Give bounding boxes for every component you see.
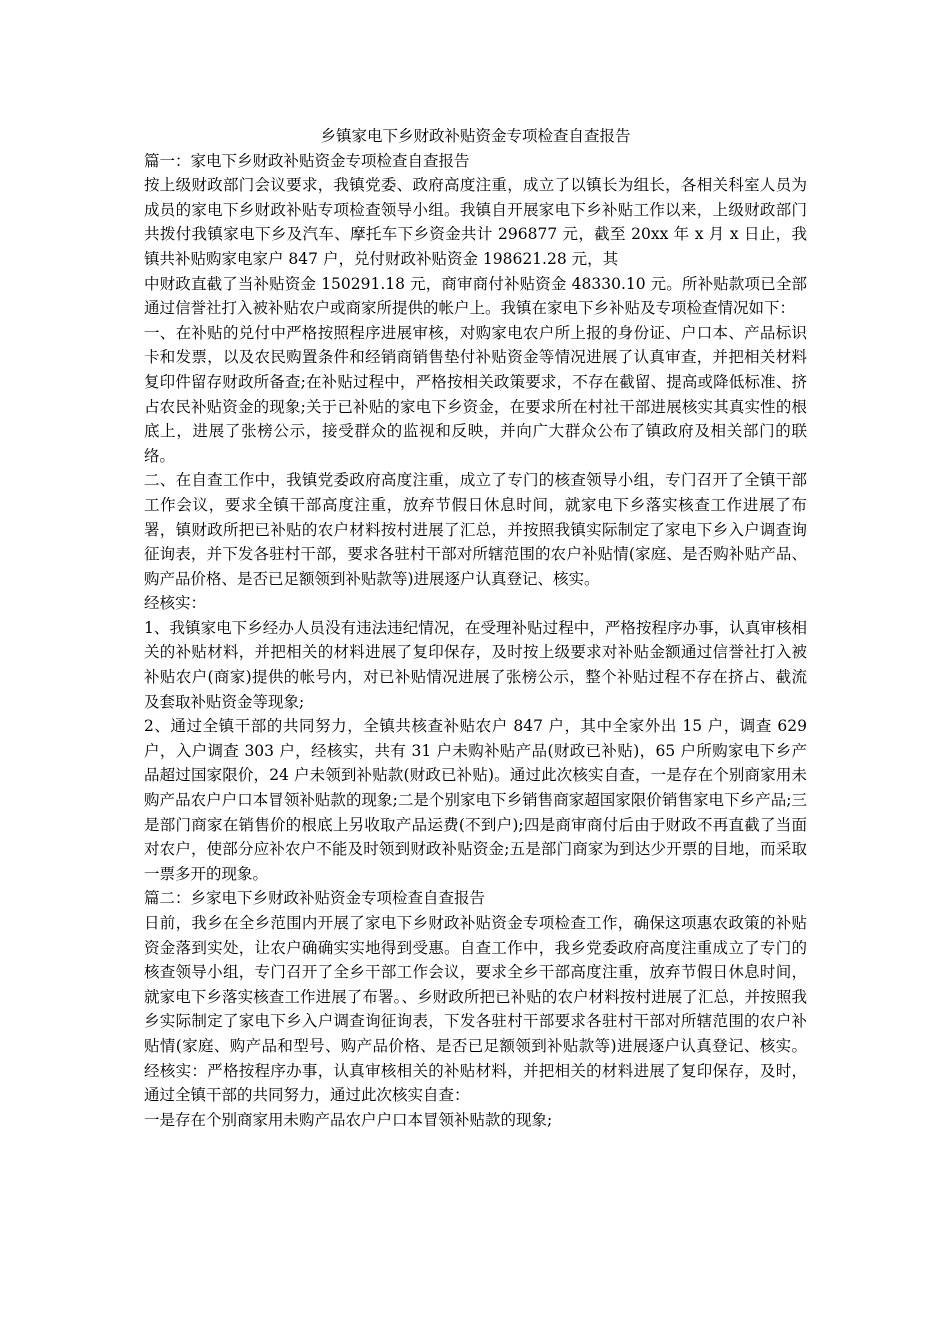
document-body [144,124,807,1132]
section-heading-part-one: 篇一：家电下乡财政补贴资金专项检查自查报告 [144,151,470,170]
document-title: 乡镇家电下乡财政补贴资金专项检查自查报告 [320,127,631,145]
paragraph-finding-one: 1、我镇家电下乡经办人员没有违法违纪情况，在受理补贴过程中，严格按程序办事，认真审核相关的补贴材料，并把相关的材料进展了复印保存，及时按上级要求对补贴金额通过信誉社打入被补贴农户(商家)提供的帐号内，对已补贴情况进展了张榜公示，整个补贴过程不存在挤占、截流及套取补贴资金等现象; [144,618,807,711]
paragraph-funds: 中财政直截了当补贴资金 150291.18 元，商审商付补贴资金 48330.10 元。所补贴款项已全部通过信誉社打入被补贴农户或商家所提供的帐户上。我镇在家电下乡补贴及专项检查情况如下： [144,274,807,318]
paragraph-part-two-finding: 一是存在个别商家用未购产品农户户口本冒领补贴款的现象; [144,1110,553,1129]
paragraph-point-two: 二、在自查工作中，我镇党委政府高度注重，成立了专门的核查领导小组，专门召开了全镇干部工作会议，要求全镇干部高度注重，放弃节假日休息时间，就家电下乡落实核查工作进展了布署，镇财政所把已补贴的农户材料按村进展了汇总，并按照我镇实际制定了家电下乡入户调查询征询表，并下发各驻村干部，要求各驻村干部对所辖范围的农户补贴情(家庭、是否购补贴产品、购产品价格、是否已足额领到补贴款等)进展逐户认真登记、核实。 [144,471,807,588]
paragraph-point-one: 一、在补贴的兑付中严格按照程序进展审核，对购家电农户所上报的身份证、户口本、产品标识卡和发票，以及农民购置条件和经销商销售垫付补贴资金等情况进展了认真审查，并把相关材料复印件留存财政所备查;在补贴过程中，严格按相关政策要求，不存在截留、提高或降低标准、挤占农民补贴资金的现象;关于已补贴的家电下乡资金，在要求所在村社干部进展核实其真实性的根底上，进展了张榜公示，接受群众的监视和反映，并向广大群众公布了镇政府及相关部门的联络。 [144,323,807,465]
paragraph-intro: 按上级财政部门会议要求，我镇党委、政府高度注重，成立了以镇长为组长，各相关科室人员为成员的家电下乡财政补贴专项检查领导小组。我镇自开展家电下乡补贴工作以来，上级财政部门共拨付我镇家电下乡及汽车、摩托车下乡资金共计 296877 元，截至 20xx 年 x 月 x 日止，我镇共补贴购家电家户 847 户，兑付财政补贴资金 198621.28 元，其 [144,176,807,268]
paragraph-part-two-body: 日前，我乡在全乡范围内开展了家电下乡财政补贴资金专项检查工作，确保这项惠农政策的补贴资金落到实处，让农户确确实实地得到受惠。自查工作中，我乡党委政府高度注重成立了专门的核查领导小组，专门召开了全乡干部工作会议，要求全乡干部高度注重，放弃节假日休息时间，就家电下乡落实核查工作进展了布署。、乡财政所把已补贴的农户材料按村进展了汇总，并按照我乡实际制定了家电下乡入户调查询征询表，下发各驻村干部要求各驻村干部对所辖范围的农户补贴情(家庭、购产品和型号、购产品价格、是否已足额领到补贴款等)进展逐户认真登记、核实。经核实：严格按程序办事，认真审核相关的补贴材料，并把相关的材料进展了复印保存，及时，通过全镇干部的共同努力，通过此次核实自查： [144,914,807,1105]
paragraph-verification-label: 经核实： [144,594,207,613]
section-heading-part-two: 篇二：乡家电下乡财政补贴资金专项检查自查报告 [144,889,486,908]
paragraph-finding-two: 2、通过全镇干部的共同努力，全镇共核查补贴农户 847 户，其中全家外出 15 户，调查 629 户，入户调查 303 户，经核实，共有 31 户未购补贴产品(财政已补贴)，65 户所购家电下乡产品超过国家限价，24 户未领到补贴款(财政已补贴)。通过此次核实自查，一是存在个别商家用未购产品农户户口本冒领补贴款的现象;二是个别家电下乡销售商家超国家限价销售家电下乡产品;三是部门商家在销售价的根底上另收取产品运费(不到户);四是商审商付后由于财政不再直截了当面对农户，使部分应补农户不能及时领到财政补贴资金;五是部门商家为到达少开票的目地，而采取一票多开的现象。 [144,717,807,883]
